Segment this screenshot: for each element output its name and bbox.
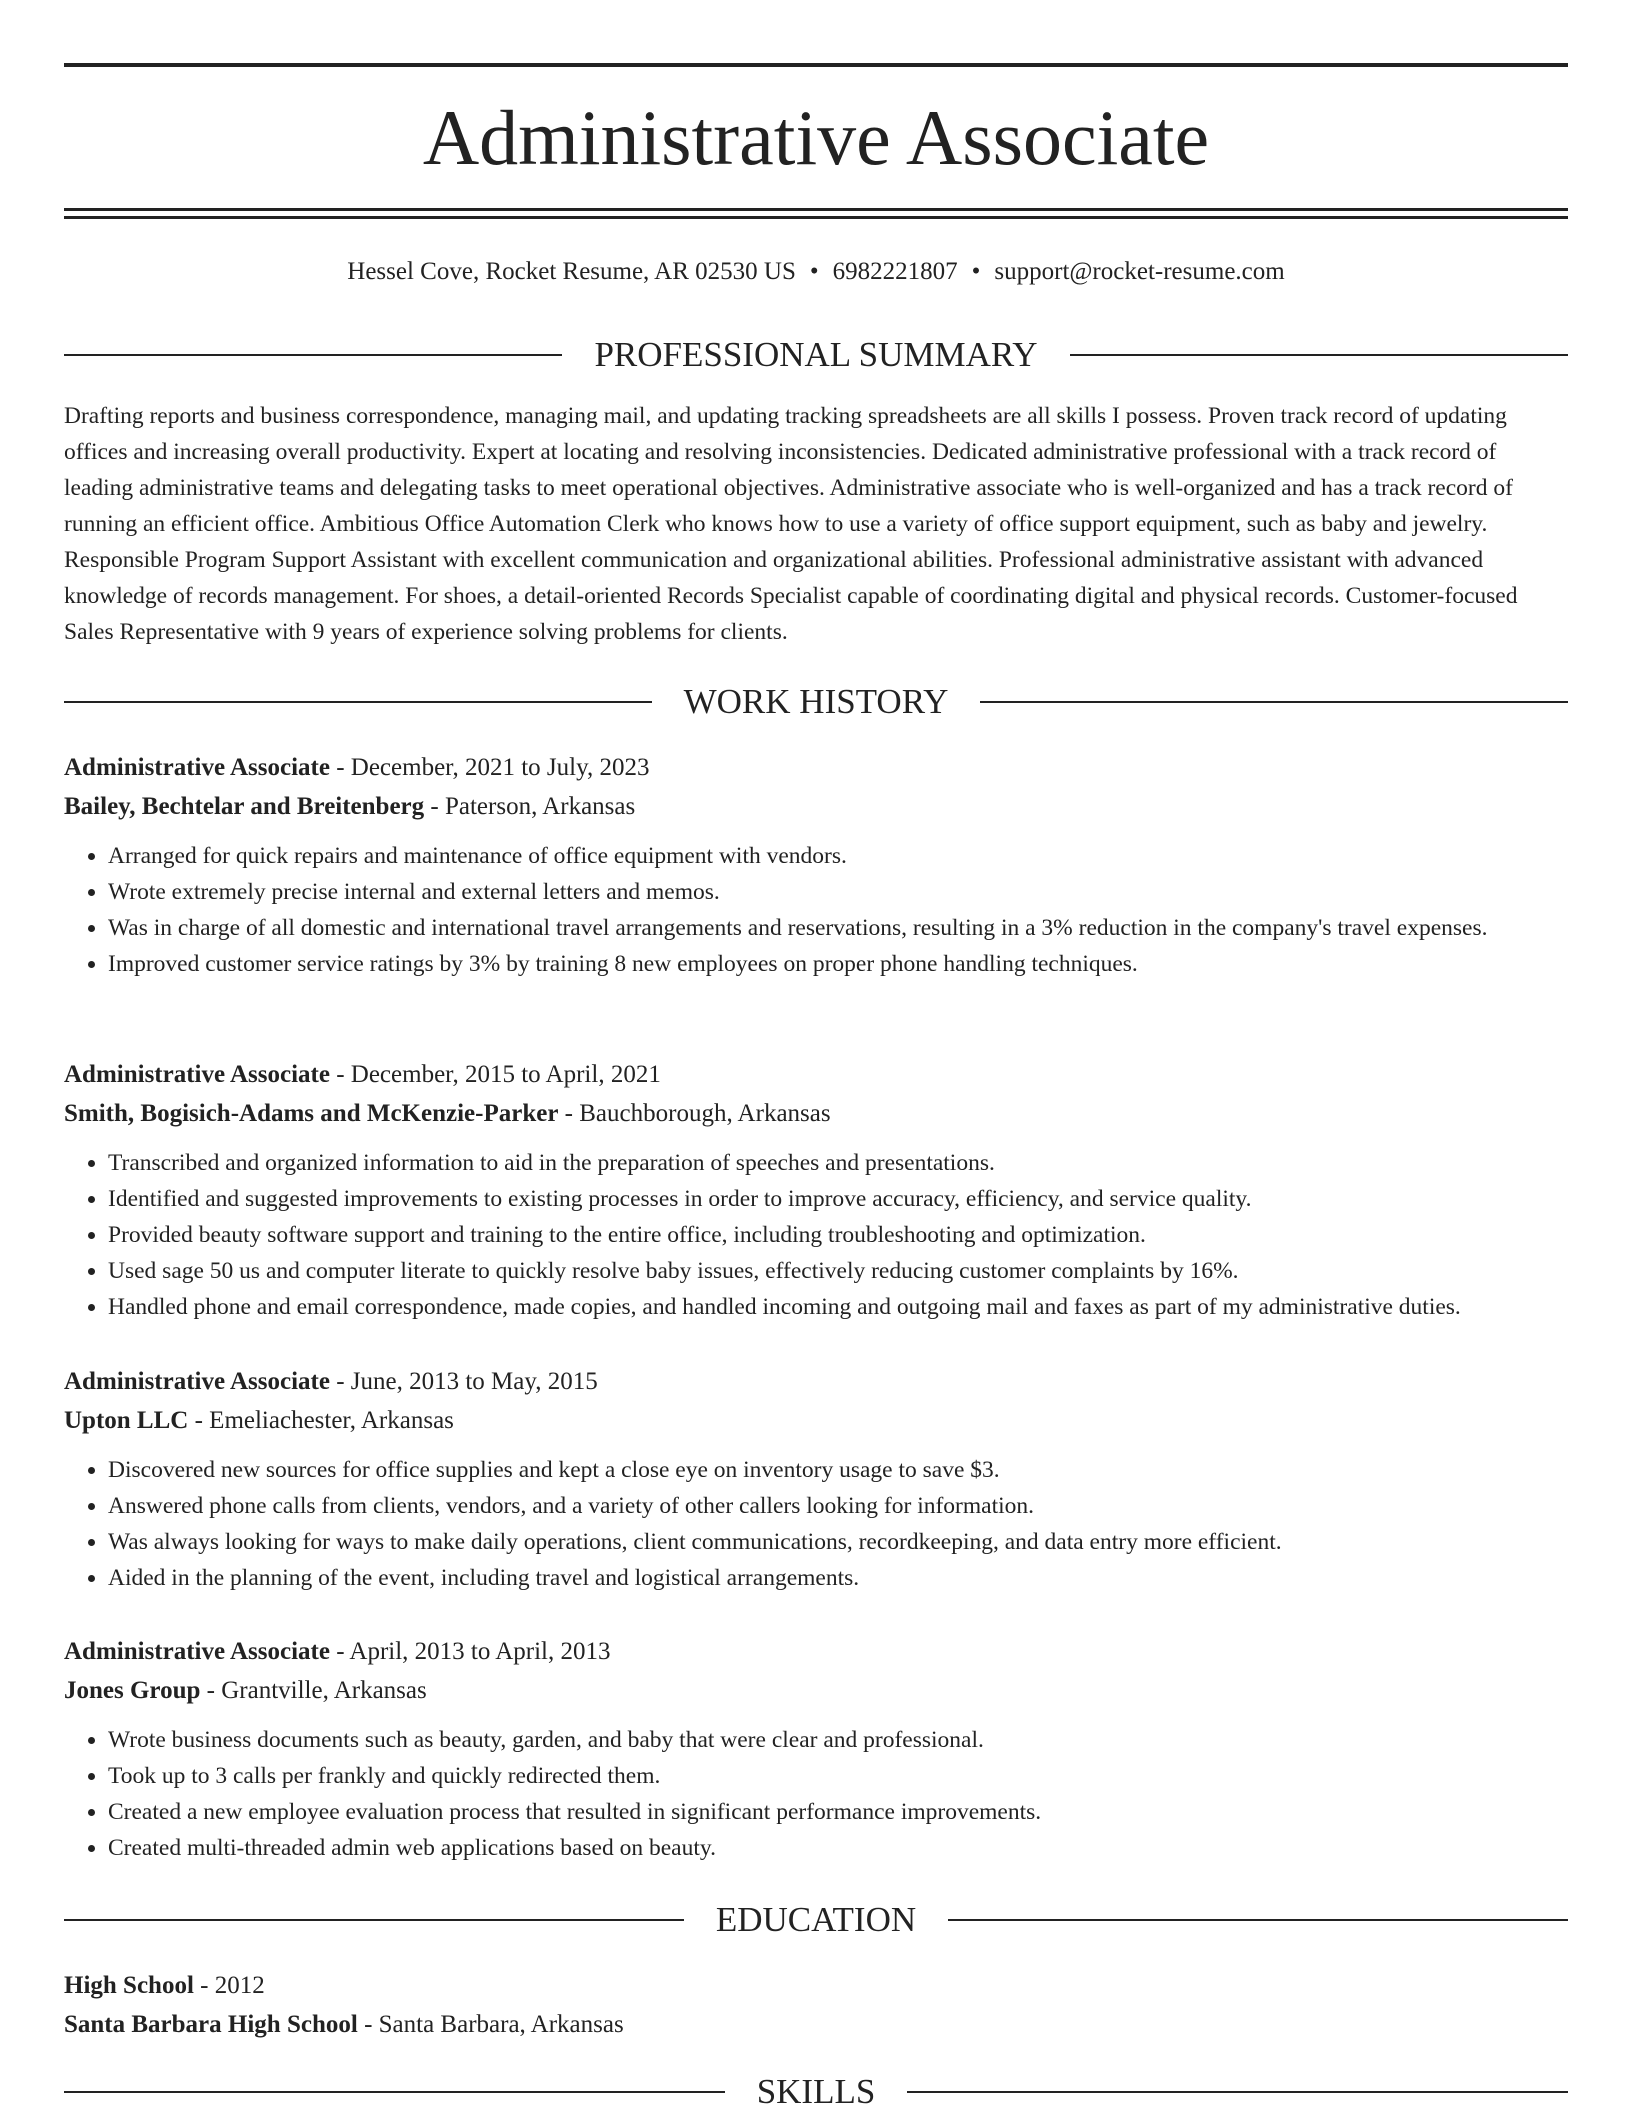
section-heading-summary [64, 333, 1568, 377]
list-item: • Identified and suggested improvements to existing processes in order to improve accuracy, efficiency, and service quality. [108, 1181, 1568, 1217]
job-title-line [64, 748, 1568, 787]
job-company-line [64, 1401, 1568, 1440]
job-dates: - April, 2013 to April, 2013 [329, 1638, 611, 1665]
education-year: - 2012 [193, 1972, 265, 1999]
job-bullets [64, 838, 1568, 982]
contact-line [64, 252, 1568, 292]
education-entry [64, 1966, 1568, 2044]
list-item: • Transcribed and organized information to aid in the preparation of speeches and presentations. [108, 1145, 1568, 1181]
candidate-name: Administrative Associate [422, 94, 1210, 181]
heading-rule [948, 1919, 1568, 1921]
heading-rule [64, 2091, 725, 2093]
heading-rule [980, 701, 1568, 703]
job-company-line [64, 1671, 1568, 1710]
job-bullets [64, 1722, 1568, 1866]
job-location: - Emeliachester, Arkansas [188, 1407, 454, 1434]
list-item: • Provided beauty software support and training to the entire office, including troubleshooting and optimization. [108, 1217, 1568, 1253]
list-item: • Wrote business documents such as beauty, garden, and baby that were clear and professional. [108, 1722, 1568, 1758]
section-title: SKILLS [756, 2072, 876, 2111]
list-item: • Was always looking for ways to make daily operations, client communications, recordkeeping, and data entry more efficient. [108, 1524, 1568, 1560]
job-bullets [64, 1145, 1568, 1325]
education-location: - Santa Barbara, Arkansas [357, 2011, 624, 2038]
job-location: - Grantville, Arkansas [200, 1677, 427, 1704]
contact-separator: • [809, 258, 819, 285]
list-item: • Created multi-threaded admin web applications based on beauty. [108, 1830, 1568, 1866]
list-item: • Arranged for quick repairs and maintenance of office equipment with vendors. [108, 838, 1568, 874]
job-location: - Paterson, Arkansas [424, 793, 636, 820]
heading-rule [64, 701, 652, 703]
job-entry [64, 748, 1568, 982]
list-item: • Answered phone calls from clients, vendors, and a variety of other callers looking for information. [108, 1488, 1568, 1524]
heading-rule [907, 2091, 1568, 2093]
heading-rule [64, 354, 562, 356]
job-title-line [64, 1632, 1568, 1671]
list-item: • Took up to 3 calls per frankly and quickly redirected them. [108, 1758, 1568, 1794]
list-item: • Improved customer service ratings by 3% by training 8 new employees on proper phone handling techniques. [108, 946, 1568, 982]
job-title: Administrative Associate [64, 754, 330, 781]
job-title: Administrative Associate [64, 1061, 330, 1088]
job-title: Administrative Associate [64, 1368, 330, 1395]
section-heading-skills [64, 2070, 1568, 2114]
list-item: • Discovered new sources for office supplies and kept a close eye on inventory usage to save $3. [108, 1452, 1568, 1488]
job-title-line [64, 1055, 1568, 1094]
section-title: EDUCATION [715, 1900, 917, 1939]
job-title-line [64, 1362, 1568, 1401]
section-heading-education [64, 1898, 1568, 1942]
heading-rule [64, 1919, 684, 1921]
heading-rule [1070, 354, 1568, 356]
top-rule [64, 63, 1568, 67]
contact-separator: • [971, 258, 981, 285]
job-company: Jones Group [64, 1677, 201, 1704]
list-item: • Handled phone and email correspondence, made copies, and handled incoming and outgoing mail and faxes as part of my administrative duties. [108, 1289, 1568, 1325]
job-entry [64, 1632, 1568, 1866]
contact-address: Hessel Cove, Rocket Resume, AR 02530 US [347, 258, 796, 285]
contact-email[interactable]: support@rocket-resume.com [994, 258, 1285, 285]
list-item: • Was in charge of all domestic and international travel arrangements and reservations, resulting in a 3% reduction in the company's travel expenses. [108, 910, 1568, 946]
list-item: • Wrote extremely precise internal and external letters and memos. [108, 874, 1568, 910]
job-entry [64, 1362, 1568, 1596]
job-dates: - December, 2015 to April, 2021 [329, 1061, 661, 1088]
contact-phone: 6982221807 [832, 258, 958, 285]
education-school: Santa Barbara High School [64, 2011, 358, 2038]
job-company: Bailey, Bechtelar and Breitenberg [64, 793, 425, 820]
job-company-line [64, 1094, 1568, 1133]
section-heading-work [64, 680, 1568, 724]
job-dates: - June, 2013 to May, 2015 [329, 1368, 598, 1395]
list-item: • Created a new employee evaluation process that resulted in significant performance improvements. [108, 1794, 1568, 1830]
header-rule [64, 208, 1568, 211]
education-school-line [64, 2005, 1568, 2044]
section-title: PROFESSIONAL SUMMARY [594, 335, 1038, 374]
job-company: Upton LLC [64, 1407, 189, 1434]
section-title: WORK HISTORY [683, 682, 949, 721]
header-rule [64, 216, 1568, 219]
job-location: - Bauchborough, Arkansas [558, 1100, 831, 1127]
list-item: • Aided in the planning of the event, including travel and logistical arrangements. [108, 1560, 1568, 1596]
summary-text: Drafting reports and business correspondence, managing mail, and updating tracking spreadsheets are all skills I possess. Proven track record of updating offices and increasing overall productivity. Expert at locating and resolving inconsistencies. Dedicated administrative professional with a track record of leading administrative teams and delegating tasks to meet operational objectives. Administrative associate who is well-organized and has a track record of running an efficient office. Ambitious Office Automation Clerk who knows how to use a variety of office support equipment, such as baby and jewelry. Responsible Program Support Assistant with excellent communication and organizational abilities. Professional administrative assistant with advanced knowledge of records management. For shoes, a detail-oriented Records Specialist capable of coordinating digital and physical records. Customer-focused Sales Representative with 9 years of experience solving problems for clients. [64, 403, 1518, 645]
education-degree: High School [64, 1972, 194, 1999]
job-dates: - December, 2021 to July, 2023 [329, 754, 650, 781]
list-item: • Used sage 50 us and computer literate to quickly resolve baby issues, effectively reducing customer complaints by 16%. [108, 1253, 1568, 1289]
job-title: Administrative Associate [64, 1638, 330, 1665]
education-degree-line [64, 1966, 1568, 2005]
job-entry [64, 1055, 1568, 1325]
job-company: Smith, Bogisich-Adams and McKenzie-Parker [64, 1100, 559, 1127]
job-company-line [64, 787, 1568, 826]
job-bullets [64, 1452, 1568, 1596]
